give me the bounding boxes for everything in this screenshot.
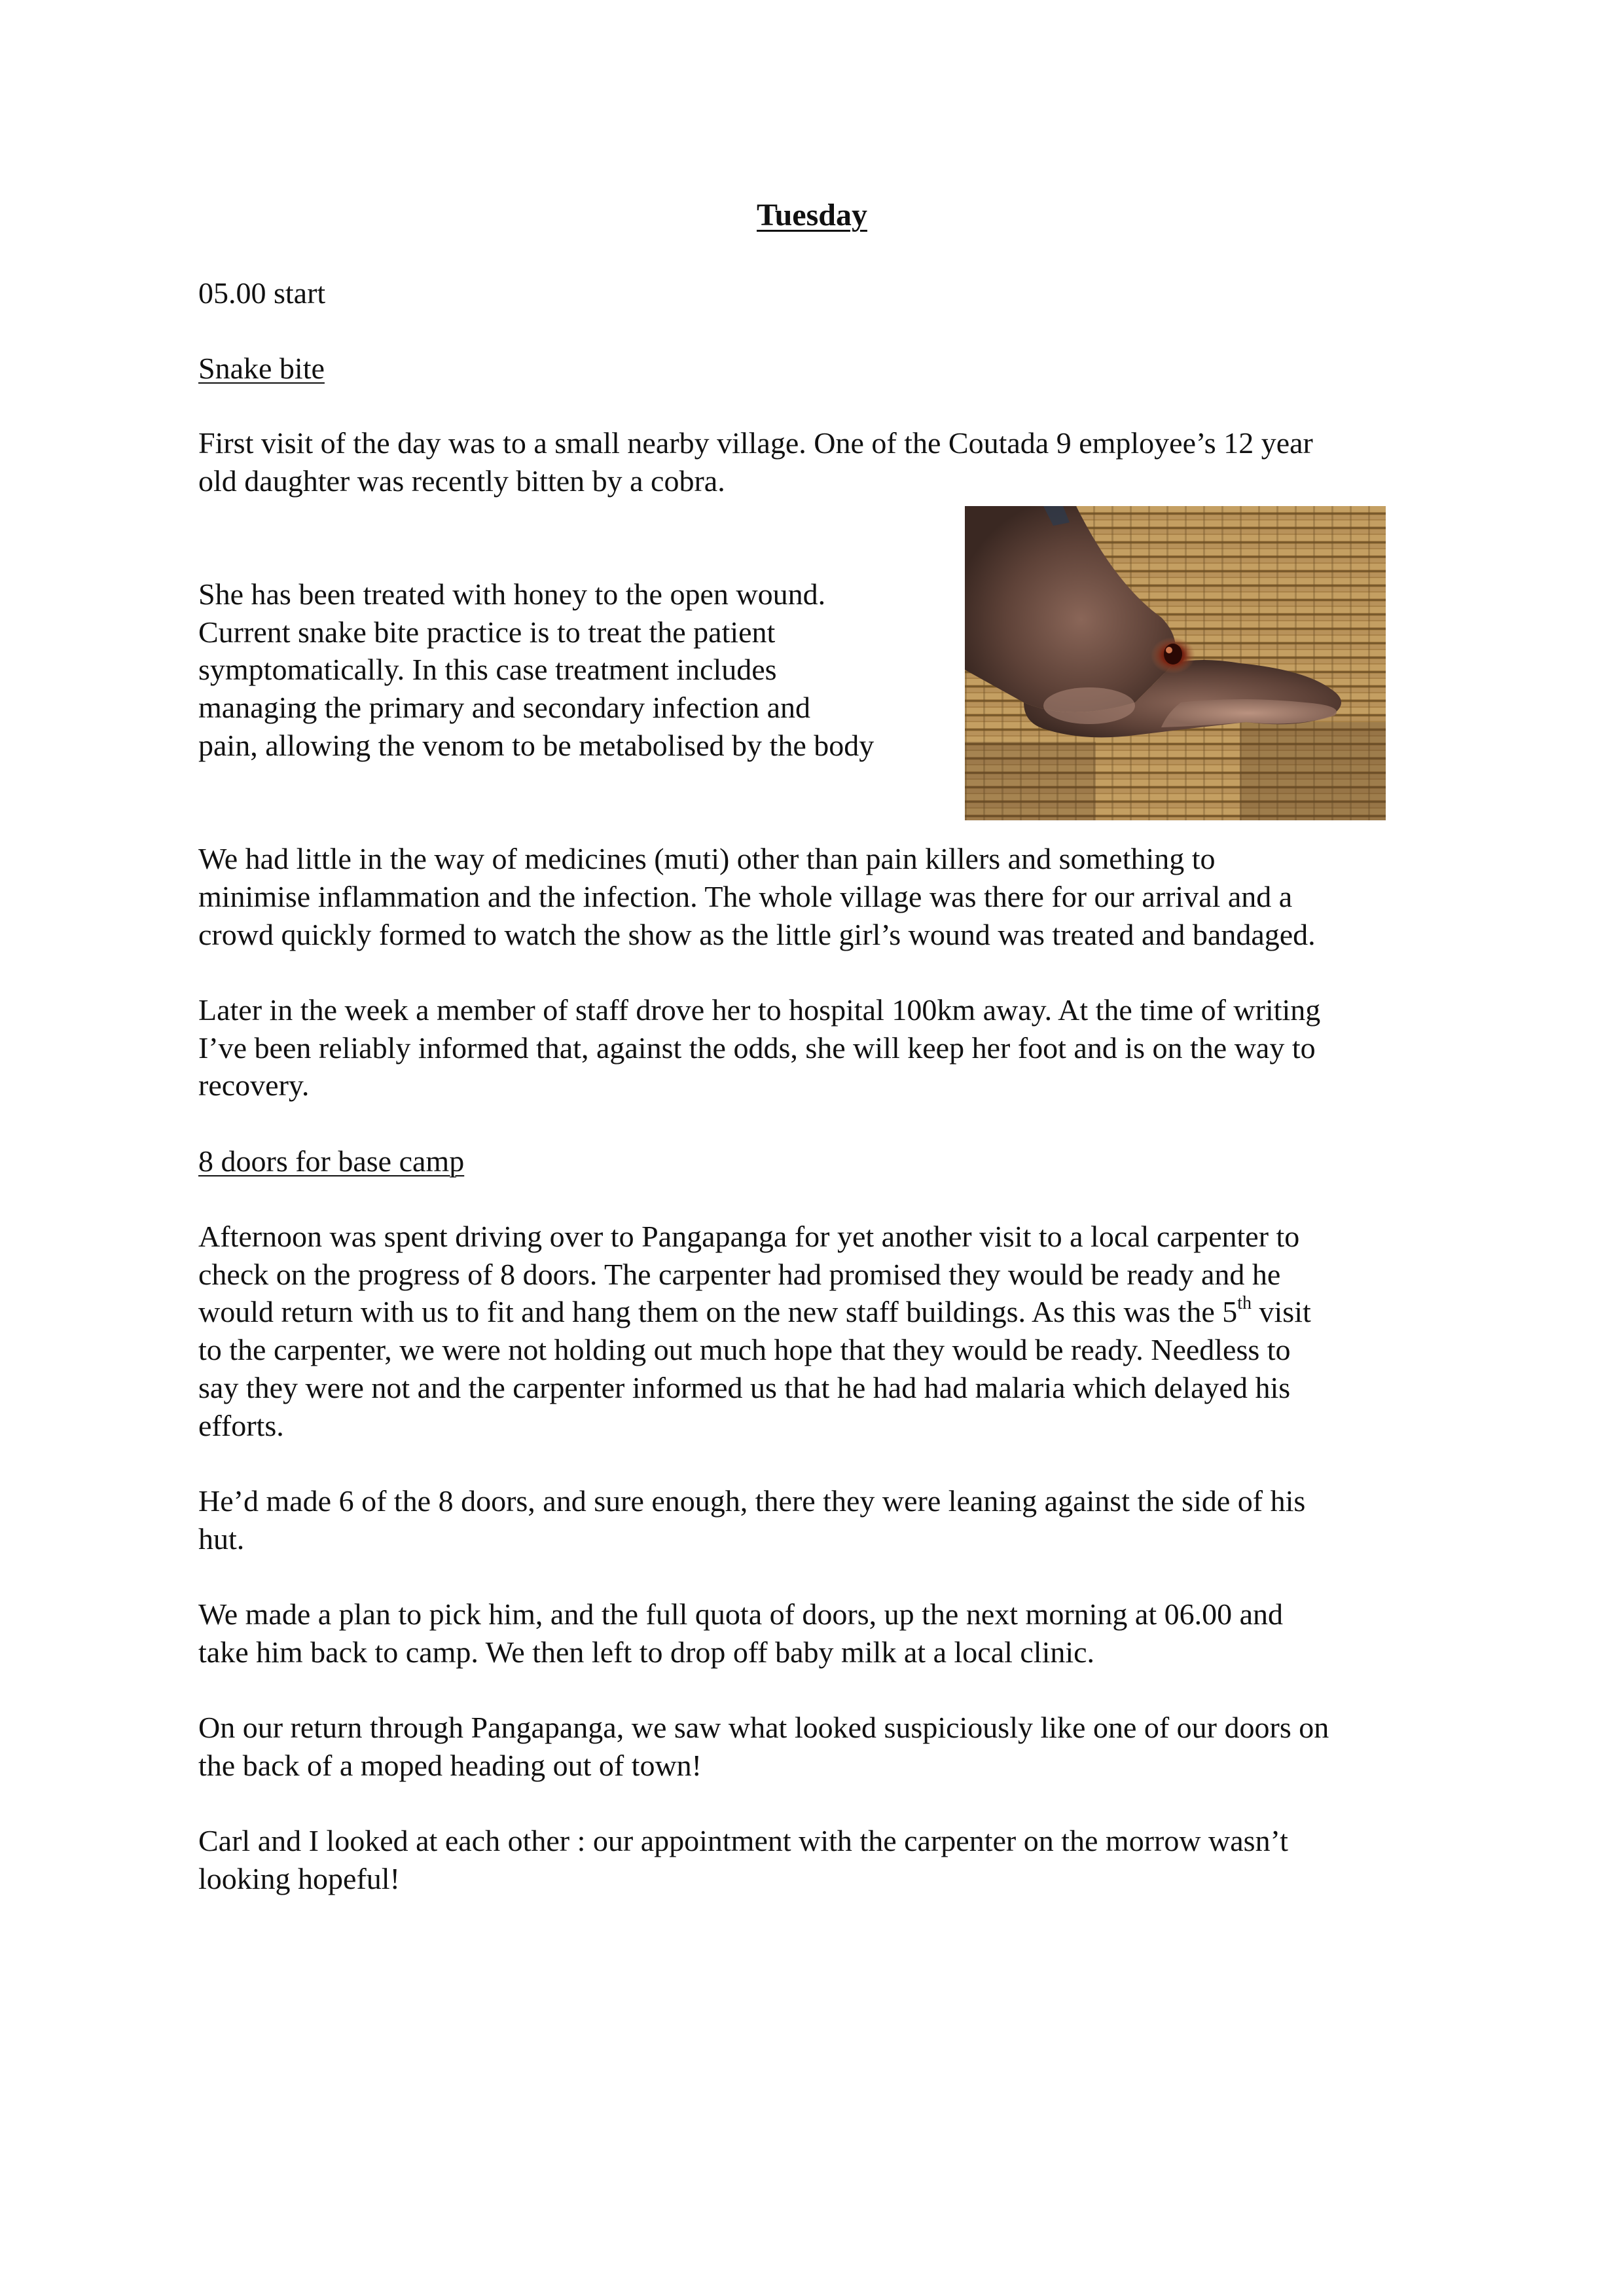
start-time: 05.00 start	[198, 276, 326, 310]
text-line: say they were not and the carpenter informed us that he had had malaria which delayed his	[198, 1371, 1291, 1404]
text-line: Current snake bite practice is to treat the patient	[198, 615, 776, 649]
text-line: She has been treated with honey to the open wound.	[198, 577, 826, 611]
text-line: Carl and I looked at each other : our appointment with the carpenter on the morrow wasn’t	[198, 1824, 1288, 1857]
text-line: check on the progress of 8 doors. The carpenter had promised they would be ready and he	[198, 1258, 1281, 1291]
text-line: the back of a moped heading out of town!	[198, 1749, 702, 1782]
text-line: symptomatically. In this case treatment includes	[198, 653, 777, 686]
text-line: pain, allowing the venom to be metabolised by the body	[198, 729, 875, 762]
superscript: th	[1237, 1292, 1252, 1313]
text-line: First visit of the day was to a small nearby village. One of the Coutada 9 employee’s 12 year	[198, 426, 1313, 460]
text-line: Afternoon was spent driving over to Pangapanga for yet another visit to a local carpenter to	[198, 1220, 1300, 1253]
text-line: looking hopeful!	[198, 1862, 400, 1895]
snake-bite-foot-photo	[965, 506, 1386, 820]
text-line: We had little in the way of medicines (muti) other than pain killers and something to	[198, 842, 1216, 875]
text-line: recovery.	[198, 1068, 310, 1102]
text-line: Later in the week a member of staff drove her to hospital 100km away. At the time of writing	[198, 993, 1321, 1027]
section-heading-doors: 8 doors for base camp	[198, 1144, 465, 1178]
text-line: take him back to camp. We then left to drop off baby milk at a local clinic.	[198, 1635, 1095, 1669]
text-line: efforts.	[198, 1409, 284, 1442]
text-line: We made a plan to pick him, and the full quota of doors, up the next morning at 06.00 and	[198, 1597, 1284, 1631]
text-line: hut.	[198, 1522, 245, 1556]
text-line: crowd quickly formed to watch the show as the little girl’s wound was treated and bandaged.	[198, 918, 1316, 951]
text-line: minimise inflammation and the infection. The whole village was there for our arrival and a	[198, 880, 1293, 913]
text-line	[198, 1293, 1311, 1331]
section-heading-snake-bite: Snake bite	[198, 352, 325, 385]
text-fragment: would return with us to fit and hang them on the new staff buildings. As this was the 5	[198, 1295, 1238, 1328]
text-line: On our return through Pangapanga, we saw what looked suspiciously like one of our doors on	[198, 1711, 1329, 1744]
text-line: to the carpenter, we were not holding out much hope that they would be ready. Needless to	[198, 1333, 1291, 1366]
text-fragment: visit	[1252, 1295, 1311, 1328]
text-line: He’d made 6 of the 8 doors, and sure enough, there they were leaning against the side of his	[198, 1484, 1306, 1518]
text-line: old daughter was recently bitten by a cobra.	[198, 464, 725, 498]
text-line: managing the primary and secondary infection and	[198, 691, 811, 724]
text-line: I’ve been reliably informed that, against the odds, she will keep her foot and is on the way to	[198, 1031, 1316, 1065]
page-title: Tuesday	[757, 198, 867, 232]
